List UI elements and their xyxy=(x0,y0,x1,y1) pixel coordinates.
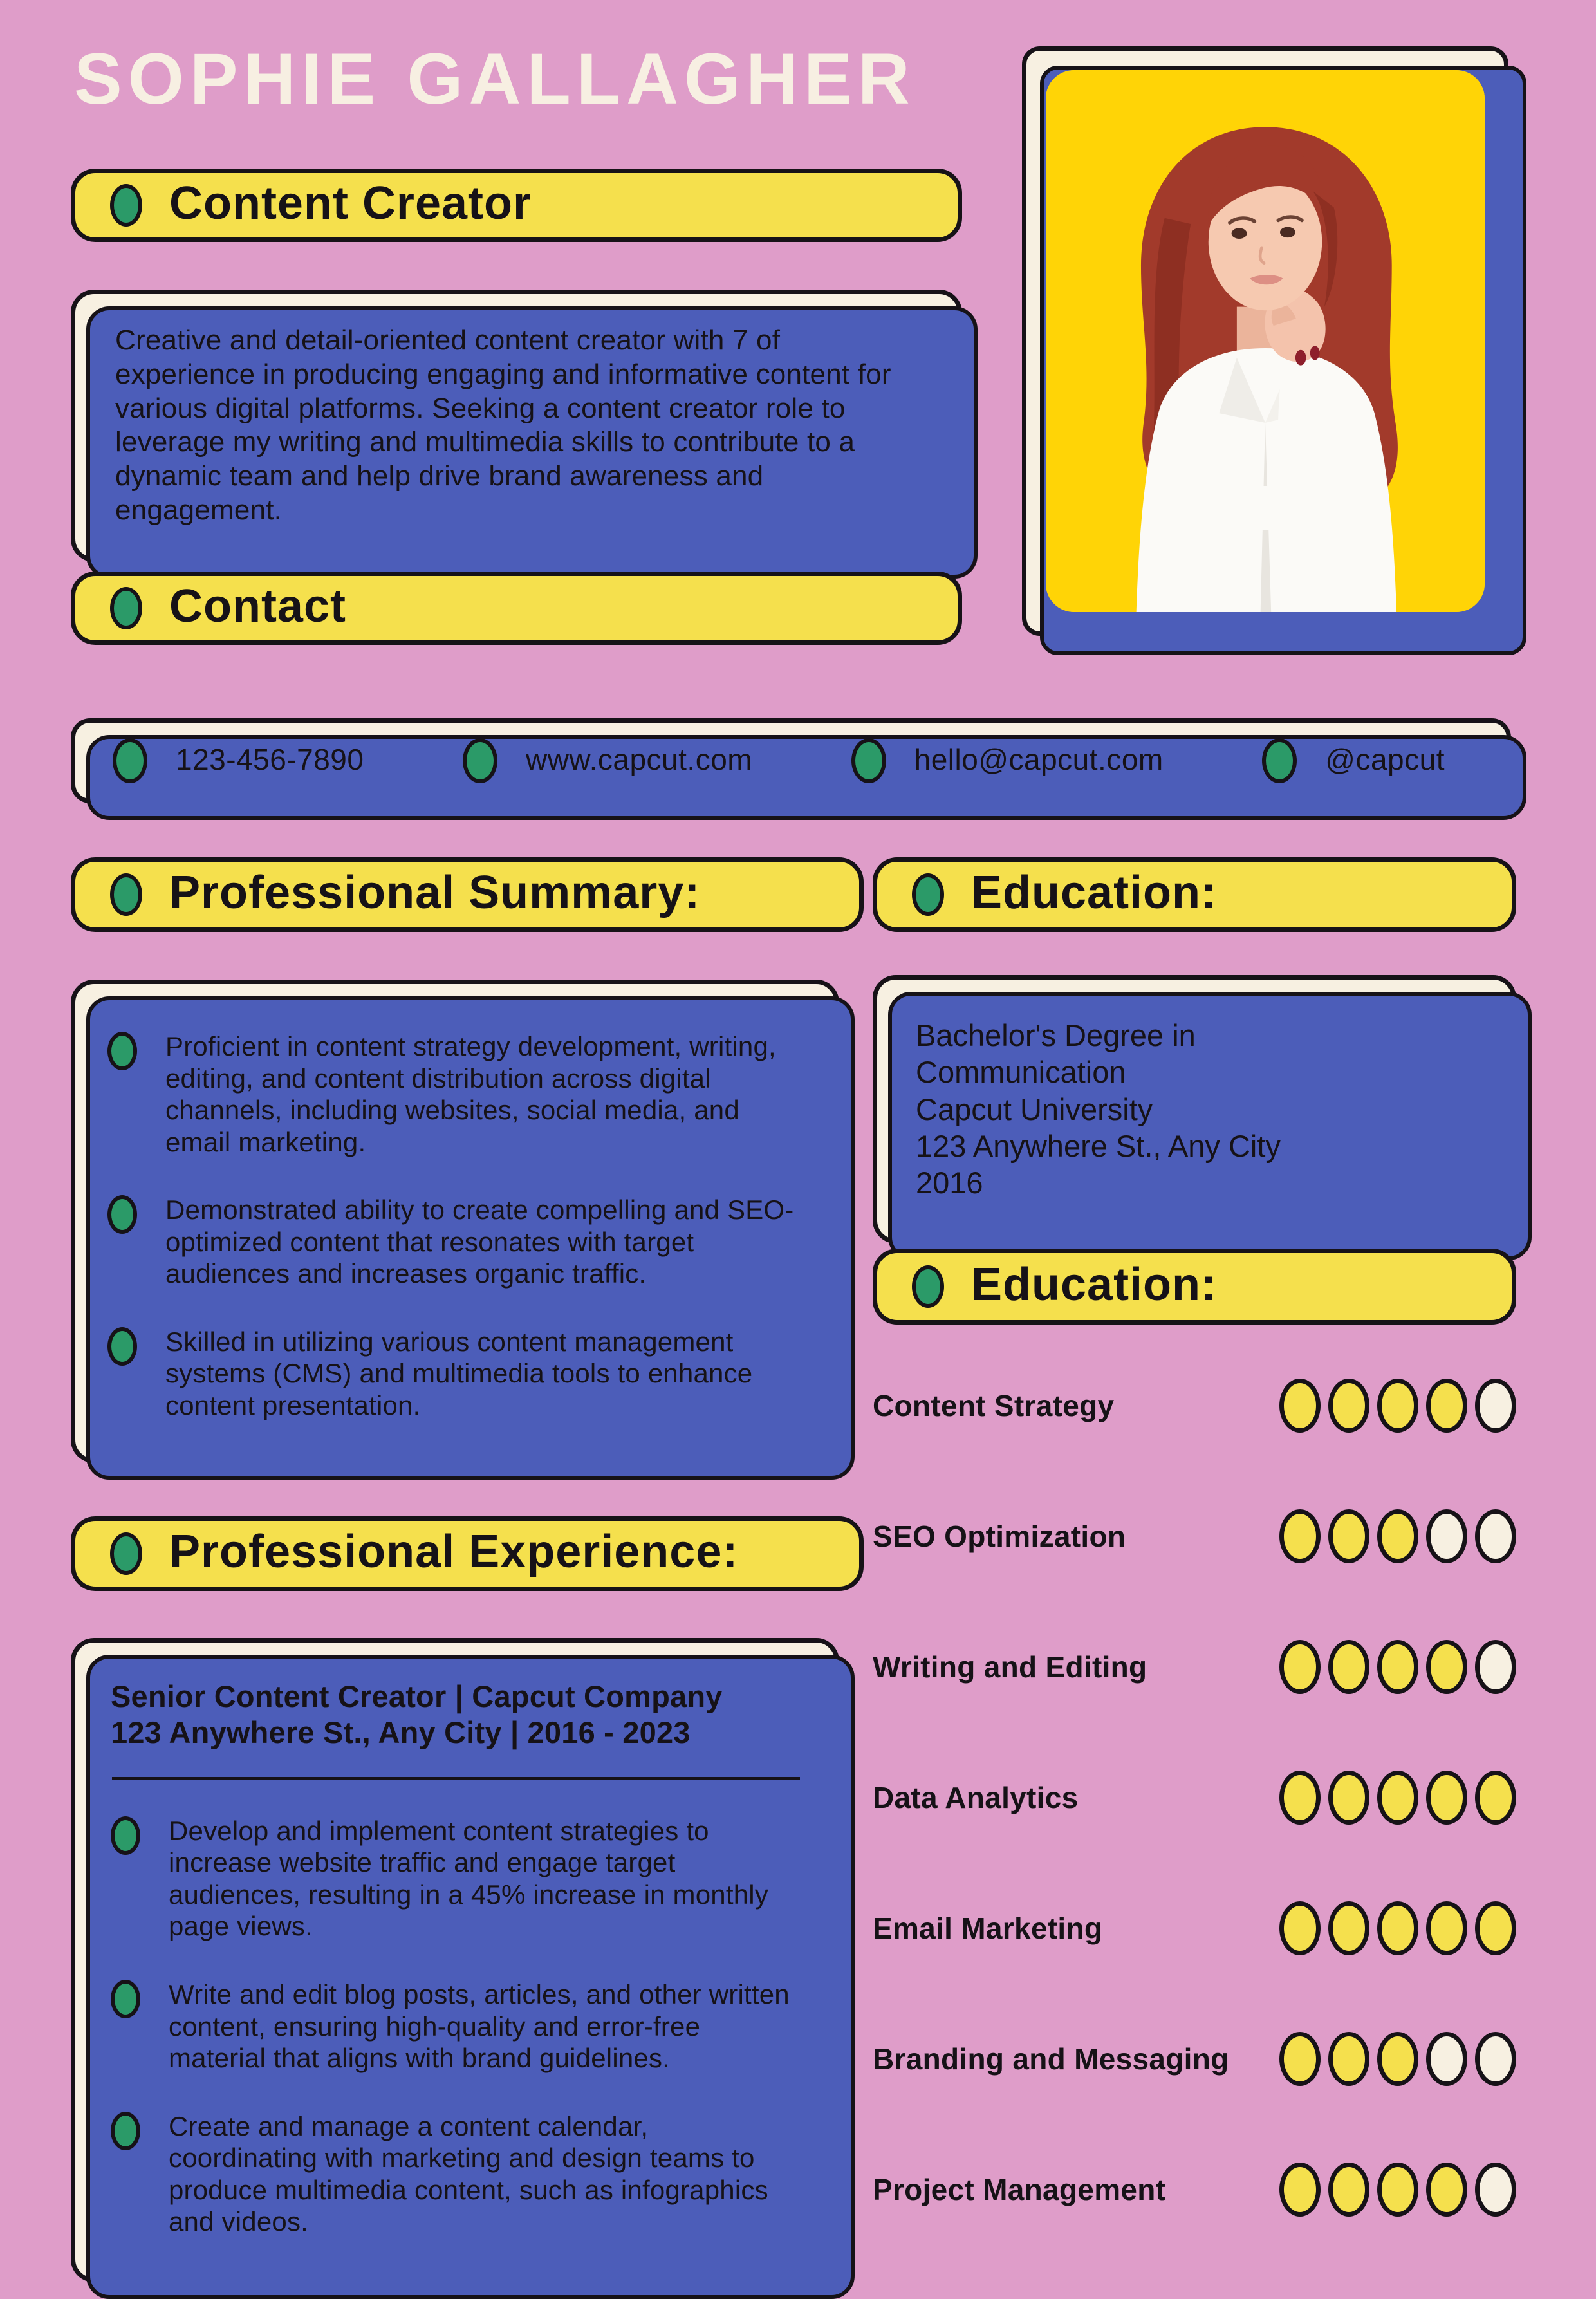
skill-row xyxy=(873,1471,1516,1601)
bullet-dot-icon xyxy=(111,1980,140,2018)
rating-dot-filled-icon xyxy=(1328,2163,1369,2217)
skills-list xyxy=(873,1340,1516,2255)
handle-dot-icon xyxy=(1262,738,1297,783)
education-school: Capcut University xyxy=(916,1092,1153,1126)
rating-dot-empty-icon xyxy=(1475,2032,1516,2086)
skill-row xyxy=(873,1340,1516,1471)
experience-divider xyxy=(112,1777,800,1780)
contact-item-handle xyxy=(1262,738,1445,783)
rating-dot-filled-icon xyxy=(1279,1640,1321,1694)
rating-dot-filled-icon xyxy=(1328,1509,1369,1563)
education-address: 123 Anywhere St., Any City xyxy=(916,1128,1281,1163)
intro-summary-text: Creative and detail-oriented content creator with 7 of experience in producing engaging and informative content for various digital platforms. Seeking a content creator role to leverage my writing and multimedia skills to contribute to a dynamic team and help drive brand awareness and engagement. xyxy=(115,324,891,526)
experience-bullet xyxy=(111,1978,803,2074)
rating-dot-filled-icon xyxy=(1377,1640,1418,1694)
skill-label: Project Management xyxy=(873,2172,1166,2206)
green-oval-icon xyxy=(110,873,142,916)
rating-dot-filled-icon xyxy=(1328,1379,1369,1433)
bullet-dot-icon xyxy=(107,1032,137,1070)
social-handle: @capcut xyxy=(1325,743,1445,776)
role-header xyxy=(71,169,962,242)
bullet-dot-icon xyxy=(107,1195,137,1234)
contact-item-email xyxy=(851,738,1164,783)
rating-dot-filled-icon xyxy=(1426,1379,1467,1433)
contact-header-label: Contact xyxy=(169,581,346,632)
skill-row xyxy=(873,1993,1516,2124)
skill-label: Content Strategy xyxy=(873,1388,1115,1422)
education-card xyxy=(873,975,1516,1243)
rating-dot-empty-icon xyxy=(1475,2163,1516,2217)
email-dot-icon xyxy=(851,738,886,783)
profile-photo xyxy=(1046,70,1485,612)
summary-bullet-text: Skilled in utilizing various content management systems (CMS) and multimedia tools to enhance content presentation. xyxy=(165,1326,753,1420)
rating-dot-filled-icon xyxy=(1328,1901,1369,1955)
skill-rating xyxy=(1279,2163,1516,2217)
skill-rating xyxy=(1279,1640,1516,1694)
contact-header xyxy=(71,572,962,645)
skill-row xyxy=(873,1863,1516,1993)
page-title: SOPHIE GALLAGHER xyxy=(74,39,916,119)
rating-dot-filled-icon xyxy=(1279,1771,1321,1825)
skill-label: SEO Optimization xyxy=(873,1519,1126,1553)
bullet-dot-icon xyxy=(111,1816,140,1855)
green-oval-icon xyxy=(912,1265,944,1308)
rating-dot-filled-icon xyxy=(1426,2163,1467,2217)
experience-bullet xyxy=(111,1815,803,1942)
rating-dot-filled-icon xyxy=(1279,1901,1321,1955)
phone-dot-icon xyxy=(113,738,147,783)
skills-header-label: Education: xyxy=(971,1259,1217,1310)
skill-row xyxy=(873,1601,1516,1732)
rating-dot-filled-icon xyxy=(1426,1771,1467,1825)
green-oval-icon xyxy=(110,587,142,629)
rating-dot-filled-icon xyxy=(1475,1771,1516,1825)
rating-dot-filled-icon xyxy=(1426,1640,1467,1694)
skill-label: Data Analytics xyxy=(873,1780,1079,1814)
green-oval-icon xyxy=(110,184,142,227)
rating-dot-filled-icon xyxy=(1377,2032,1418,2086)
professional-experience-header xyxy=(71,1516,864,1591)
rating-dot-filled-icon xyxy=(1279,1379,1321,1433)
rating-dot-filled-icon xyxy=(1377,1771,1418,1825)
website-dot-icon xyxy=(463,738,497,783)
skill-rating xyxy=(1279,1901,1516,1955)
intro-summary-card xyxy=(71,290,962,562)
rating-dot-empty-icon xyxy=(1475,1509,1516,1563)
rating-dot-empty-icon xyxy=(1426,2032,1467,2086)
green-oval-icon xyxy=(110,1532,142,1575)
skill-row xyxy=(873,1732,1516,1863)
skill-row xyxy=(873,2124,1516,2255)
bullet-dot-icon xyxy=(107,1327,137,1366)
skill-rating xyxy=(1279,1509,1516,1563)
skill-label: Branding and Messaging xyxy=(873,2042,1229,2076)
email-address: hello@capcut.com xyxy=(914,743,1164,776)
experience-bullet xyxy=(111,2110,803,2238)
rating-dot-empty-icon xyxy=(1475,1640,1516,1694)
skills-header xyxy=(873,1249,1516,1325)
summary-bullet xyxy=(107,1030,801,1158)
experience-title-line1: Senior Content Creator | Capcut Company xyxy=(111,1679,723,1713)
green-oval-icon xyxy=(912,873,944,916)
rating-dot-filled-icon xyxy=(1426,1901,1467,1955)
profile-photo-frame xyxy=(1022,46,1508,636)
experience-bullet-text: Create and manage a content calendar, coordinating with marketing and design teams to produce multimedia content, such as infographics and videos. xyxy=(169,2110,768,2237)
rating-dot-filled-icon xyxy=(1377,1509,1418,1563)
skill-label: Writing and Editing xyxy=(873,1650,1147,1684)
experience-title-line2: 123 Anywhere St., Any City | 2016 - 2023 xyxy=(111,1715,691,1750)
rating-dot-filled-icon xyxy=(1328,1640,1369,1694)
professional-experience-header-label: Professional Experience: xyxy=(169,1526,739,1578)
education-degree: Bachelor's Degree in Communication xyxy=(916,1018,1196,1090)
experience-card xyxy=(71,1638,839,2282)
rating-dot-filled-icon xyxy=(1475,1901,1516,1955)
professional-summary-card xyxy=(71,980,839,1463)
bullet-dot-icon xyxy=(111,2112,140,2150)
rating-dot-filled-icon xyxy=(1377,1901,1418,1955)
contact-item-website xyxy=(463,738,752,783)
rating-dot-filled-icon xyxy=(1279,2032,1321,2086)
rating-dot-filled-icon xyxy=(1377,1379,1418,1433)
rating-dot-empty-icon xyxy=(1426,1509,1467,1563)
role-header-label: Content Creator xyxy=(169,178,532,229)
summary-bullet-text: Proficient in content strategy development, writing, editing, and content distribution across digital channels, including websites, social media, and email marketing. xyxy=(165,1031,776,1157)
professional-summary-header-label: Professional Summary: xyxy=(169,867,701,918)
experience-bullet-text: Write and edit blog posts, articles, and other written content, ensuring high-quality and error-free material that aligns with brand guidelines. xyxy=(169,1978,790,2074)
skill-rating xyxy=(1279,2032,1516,2086)
summary-bullet-text: Demonstrated ability to create compelling and SEO-optimized content that resonates with target audiences and increases organic traffic. xyxy=(165,1195,794,1289)
education-year: 2016 xyxy=(916,1166,983,1200)
education-header xyxy=(873,857,1516,932)
education-header-label: Education: xyxy=(971,867,1217,918)
rating-dot-empty-icon xyxy=(1475,1379,1516,1433)
rating-dot-filled-icon xyxy=(1377,2163,1418,2217)
contact-bar xyxy=(71,718,1511,803)
contact-item-phone xyxy=(113,738,364,783)
woman-portrait-illustration xyxy=(1046,70,1485,612)
summary-bullet xyxy=(107,1326,801,1422)
rating-dot-filled-icon xyxy=(1279,1509,1321,1563)
summary-bullet xyxy=(107,1194,801,1290)
experience-bullet-text: Develop and implement content strategies to increase website traffic and engage target audiences, resulting in a 45% increase in monthly page views. xyxy=(169,1815,768,1942)
rating-dot-filled-icon xyxy=(1279,2163,1321,2217)
skill-label: Email Marketing xyxy=(873,1911,1103,1945)
rating-dot-filled-icon xyxy=(1328,1771,1369,1825)
skill-rating xyxy=(1279,1379,1516,1433)
professional-summary-header xyxy=(71,857,864,932)
phone-number: 123-456-7890 xyxy=(176,743,364,776)
website-url: www.capcut.com xyxy=(525,743,753,776)
rating-dot-filled-icon xyxy=(1328,2032,1369,2086)
skill-rating xyxy=(1279,1771,1516,1825)
